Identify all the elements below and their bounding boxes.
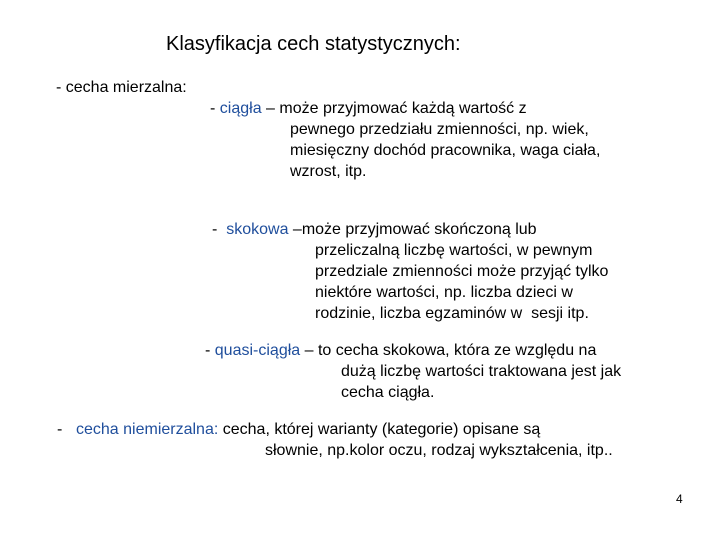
quasi-first-line	[205, 340, 596, 361]
continuous-line-2: pewnego przedziału zmienności, np. wiek,	[290, 121, 589, 138]
non-measurable-line-1: cecha, której warianty (kategorie) opisane są	[218, 421, 541, 438]
quasi-line-2: dużą liczbę wartości traktowana jest jak	[341, 363, 622, 380]
quasi-line-1: – to cecha skokowa, która ze względu na	[300, 342, 597, 359]
page-number: 4	[676, 492, 683, 506]
continuous-line-3: miesięczny dochód pracownika, waga ciała,	[290, 142, 601, 159]
discrete-prefix: -	[212, 221, 227, 238]
slide-title: Klasyfikacja cech statystycznych:	[166, 33, 461, 55]
discrete-line-3: przedziale zmienności może przyjąć tylko	[315, 263, 609, 280]
continuous-term: ciągła	[219, 100, 262, 117]
discrete-line-1: –może przyjmować skończoną lub	[288, 221, 537, 238]
discrete-line-4: niektóre wartości, np. liczba dzieci w	[315, 284, 573, 301]
continuous-first-line	[210, 98, 527, 119]
measurable-heading: - cecha mierzalna:	[56, 79, 187, 96]
continuous-line-4: wzrost, itp.	[290, 163, 367, 180]
non-measurable-first-line	[76, 419, 540, 440]
non-measurable-term: cecha niemierzalna:	[76, 421, 219, 438]
continuous-prefix: -	[210, 100, 220, 117]
non-measurable-dash: -	[57, 421, 63, 438]
discrete-term: skokowa	[226, 221, 289, 238]
discrete-line-5: rodzinie, liczba egzaminów w sesji itp.	[315, 305, 589, 322]
quasi-term: quasi-ciągła	[214, 342, 301, 359]
non-measurable-line-2: słownie, np.kolor oczu, rodzaj wykształcenia, itp..	[265, 442, 613, 459]
discrete-first-line	[212, 219, 537, 240]
continuous-line-1: – może przyjmować każdą wartość z	[261, 100, 527, 117]
discrete-line-2: przeliczalną liczbę wartości, w pewnym	[315, 242, 593, 259]
quasi-prefix: -	[205, 342, 215, 359]
quasi-line-3: cecha ciągła.	[341, 384, 435, 401]
